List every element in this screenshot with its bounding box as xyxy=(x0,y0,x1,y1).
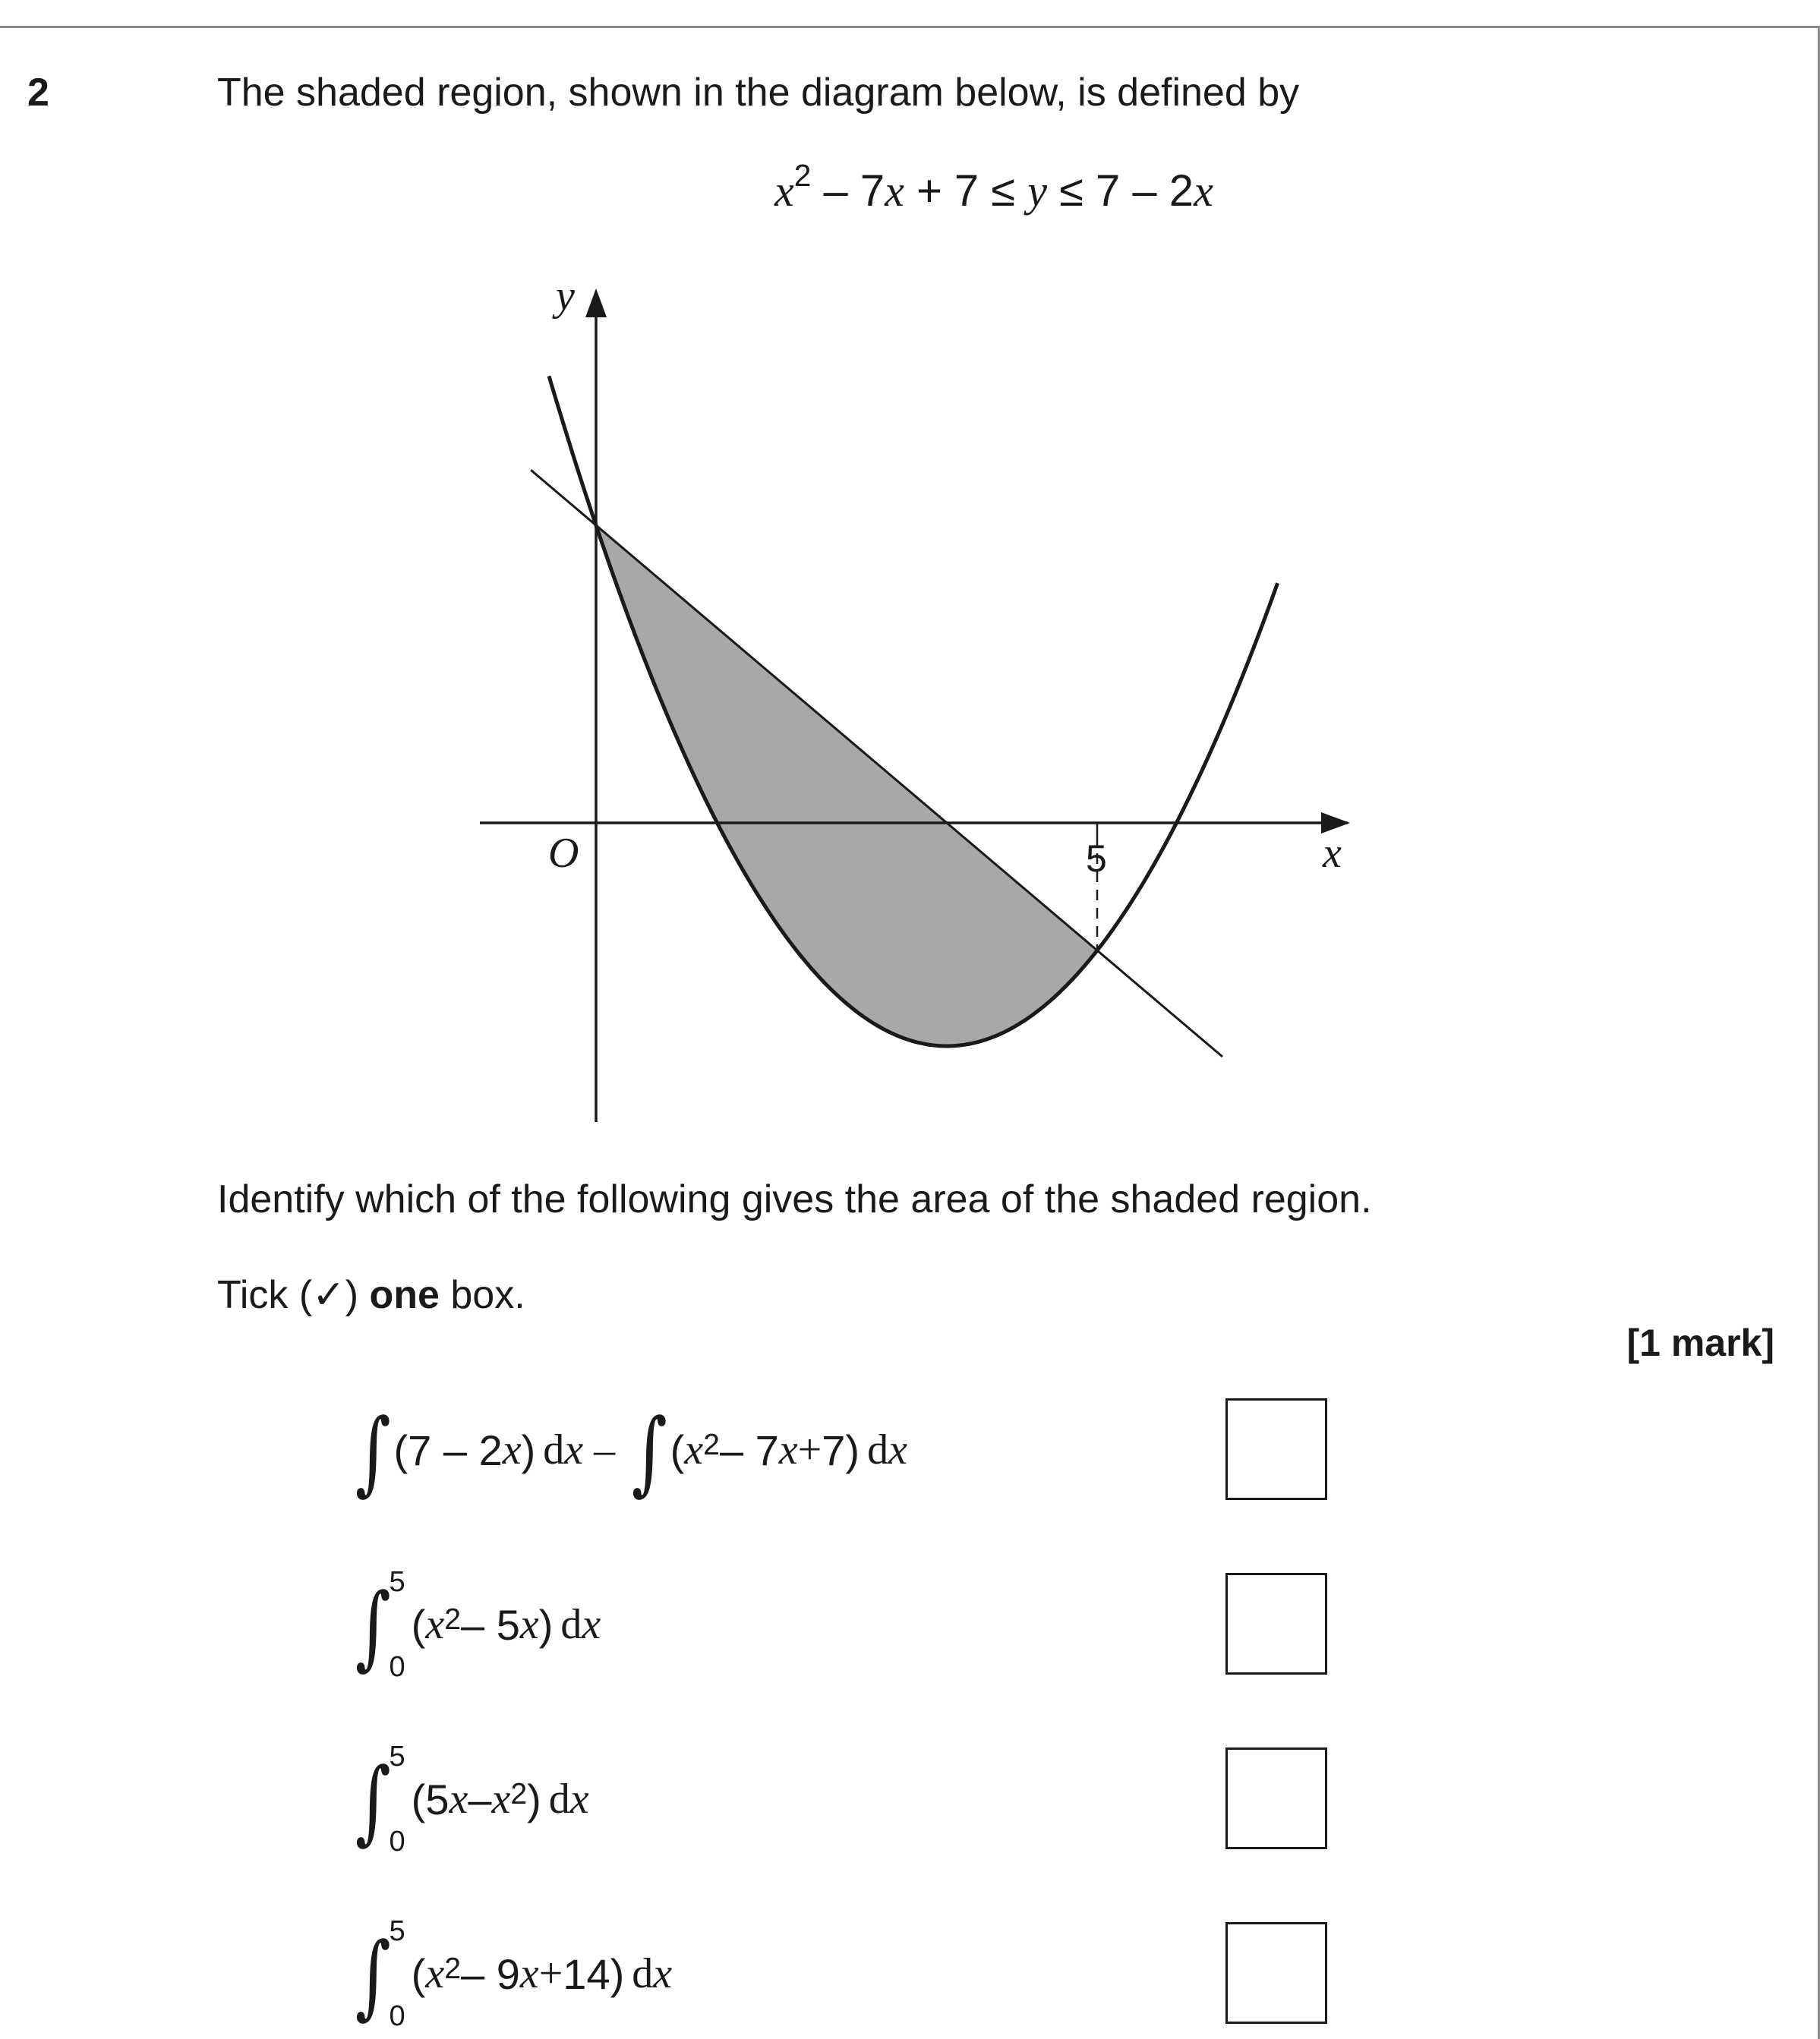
y-axis-label: y xyxy=(556,273,575,320)
question-number: 2 xyxy=(27,71,49,115)
x-tick-label-5: 5 xyxy=(1086,837,1107,880)
option-row-c xyxy=(349,1738,1336,1860)
integral-sign: ∫ xyxy=(355,1574,391,1680)
x-axis-label: x xyxy=(1323,830,1342,877)
option-a-expression: ∫ (7 – 2 x ) dx – ∫ ( x $^2$ – 7 x + 7) dx xyxy=(355,1400,907,1505)
instruction-identify: Identify which of the following gives the area of the shaded region. xyxy=(217,1177,1372,1221)
option-d-expression: ∫ 5 0 ( x $^2$ – 9 x + 14) dx xyxy=(355,1915,673,2032)
option-c-expression: ∫ 5 0 (5 x – x $^2$ ) dx xyxy=(355,1741,589,1858)
option-row-d xyxy=(349,1913,1336,2034)
option-d-checkbox[interactable] xyxy=(1225,1922,1327,2024)
y-axis-arrowhead xyxy=(585,288,607,317)
option-row-b xyxy=(349,1564,1336,1685)
mark-allocation: [1 mark] xyxy=(1626,1322,1774,1364)
option-c-checkbox[interactable] xyxy=(1225,1747,1327,1849)
shaded-region xyxy=(596,525,1097,1046)
integral-sign: ∫ xyxy=(355,1924,391,2029)
origin-label: O xyxy=(548,830,579,877)
question-stem: The shaded region, shown in the diagram below, is defined by xyxy=(217,71,1300,115)
region-definition: $x^2 - 7x + 7 \le y \le 7 - 2x$ xyxy=(774,157,1213,216)
option-a-checkbox[interactable] xyxy=(1225,1398,1327,1500)
integral-sign: ∫ xyxy=(355,1749,391,1855)
instruction-tick: Tick (✓) one box. xyxy=(217,1273,525,1317)
option-b-checkbox[interactable] xyxy=(1225,1573,1327,1675)
option-row-a xyxy=(349,1389,1336,1511)
integral-sign: ∫ xyxy=(631,1400,667,1505)
option-b-expression: ∫ 5 0 ( x $^2$ – 5 x ) dx xyxy=(355,1566,601,1683)
integral-sign: ∫ xyxy=(355,1400,391,1505)
